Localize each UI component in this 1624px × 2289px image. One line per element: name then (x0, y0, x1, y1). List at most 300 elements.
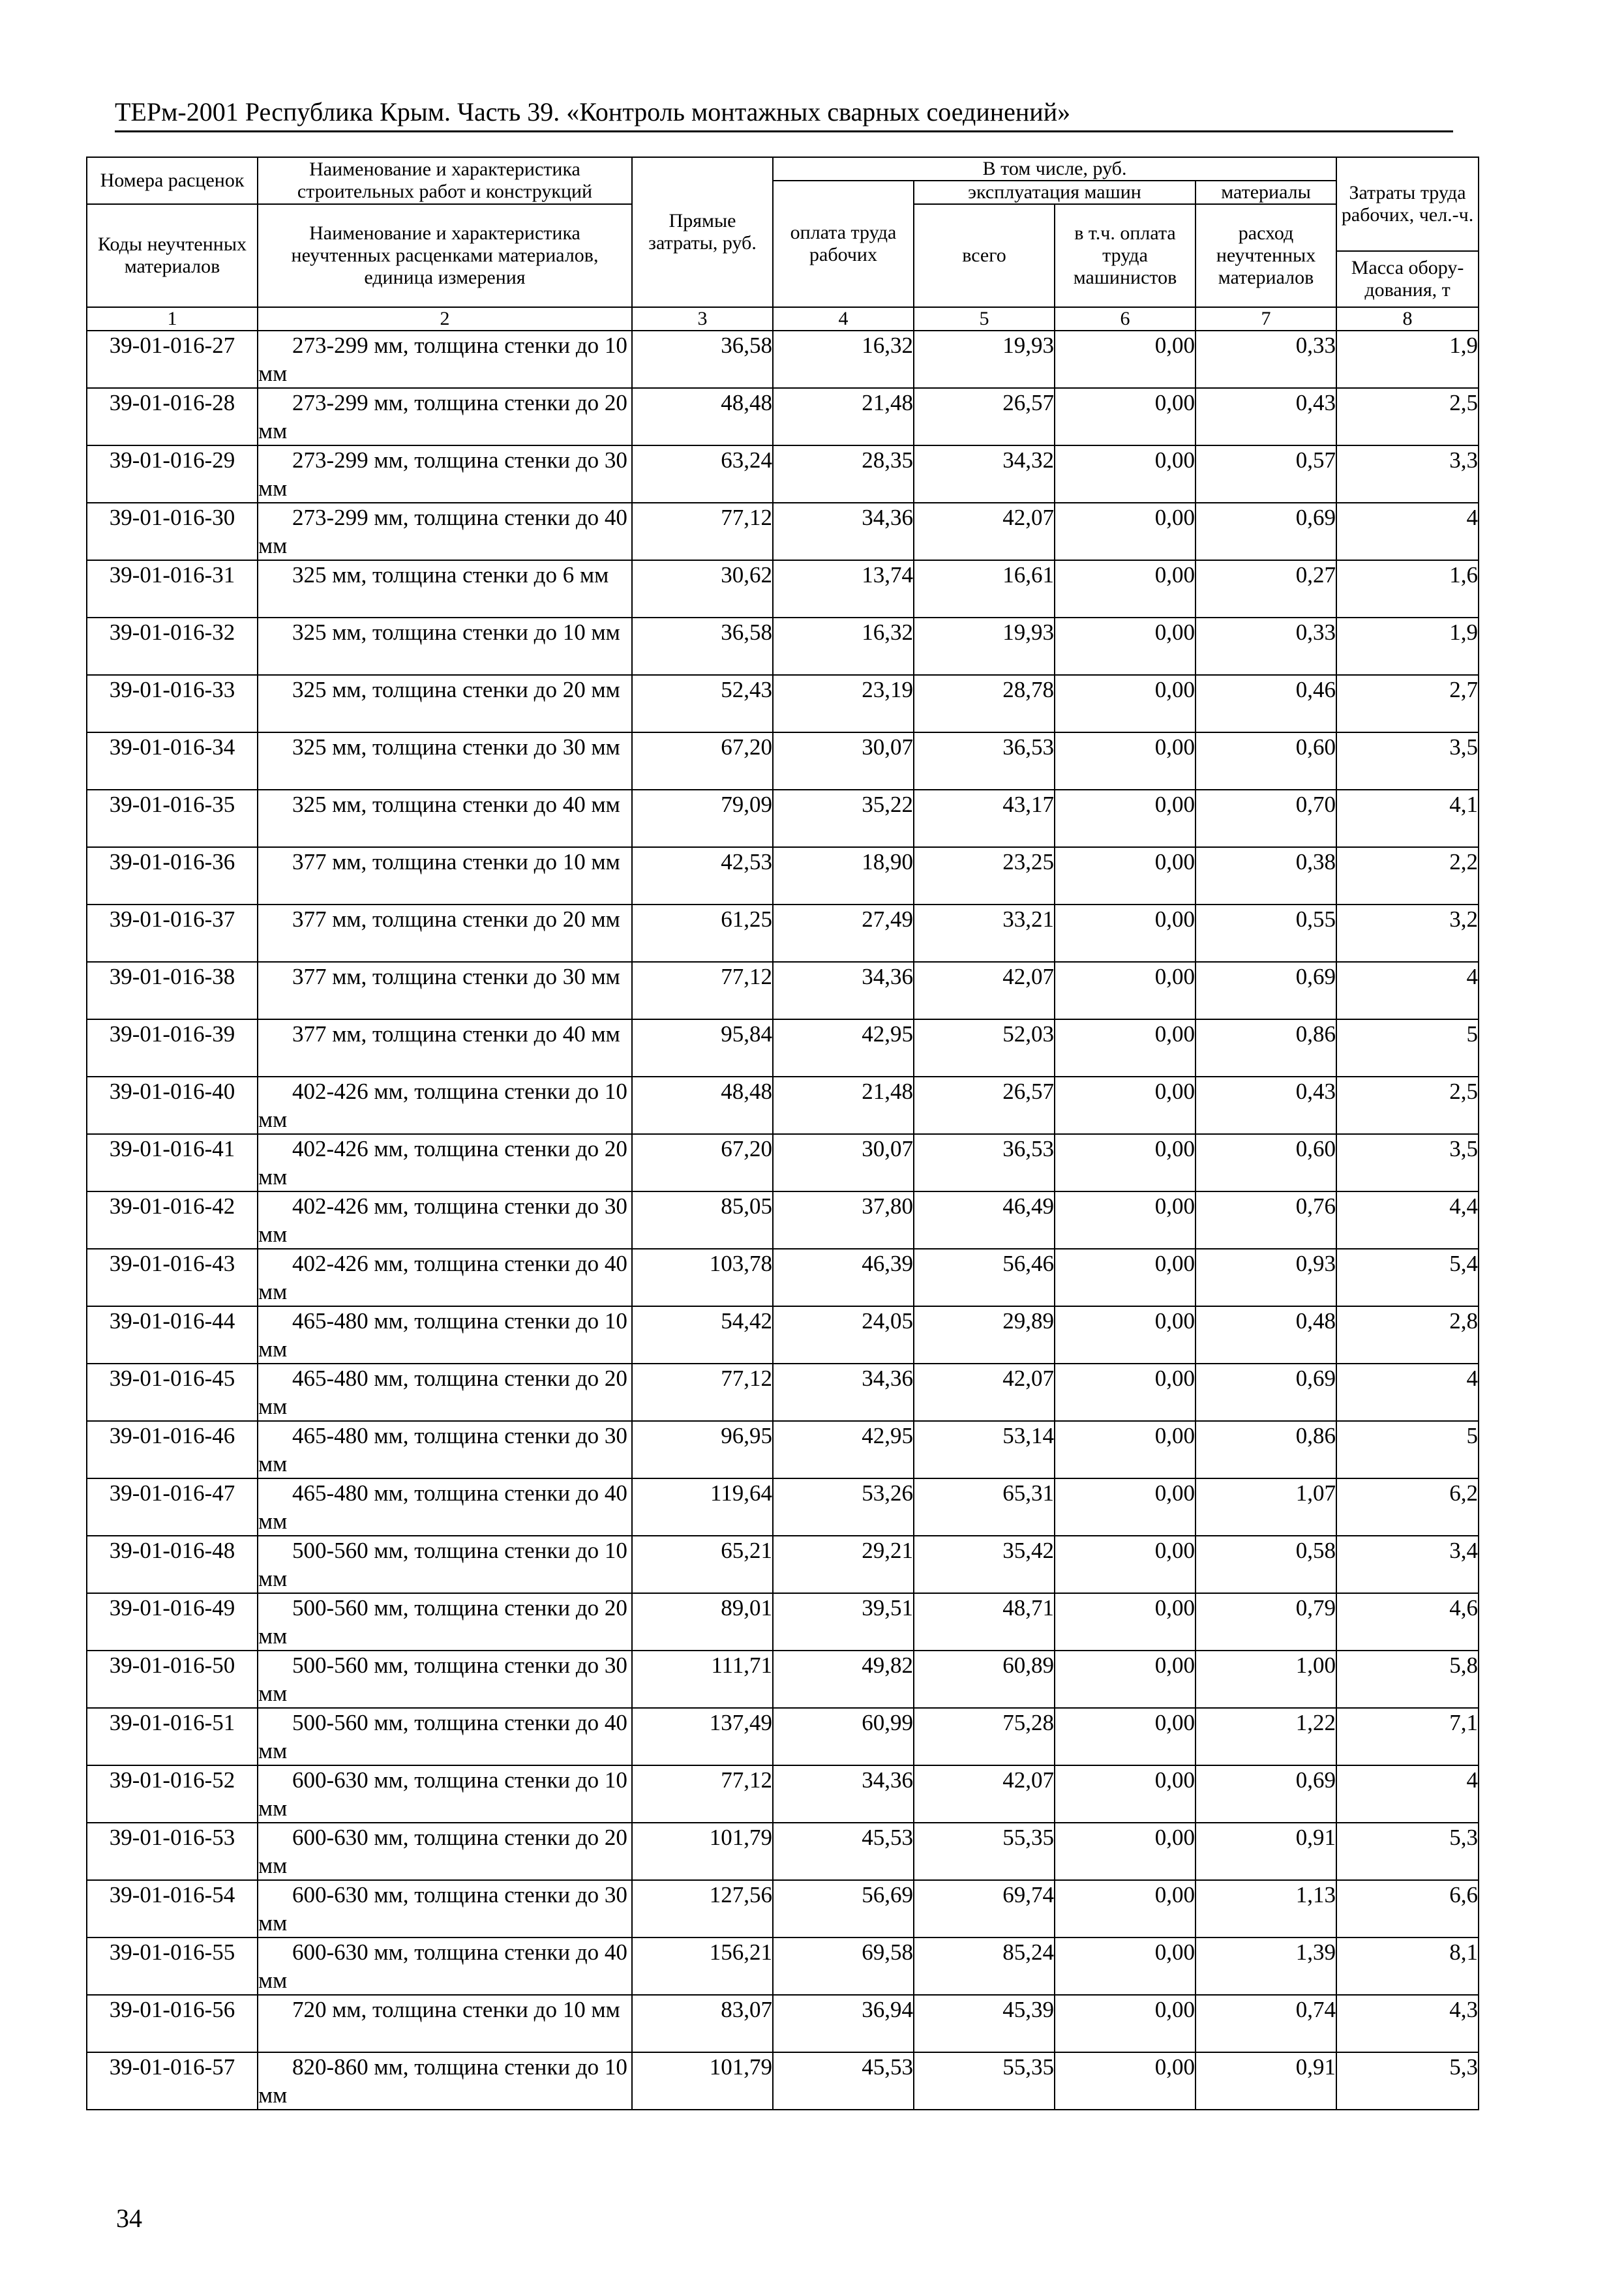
rate-code: 39-01-016-38 (109, 964, 235, 989)
machines-total: 56,46 (1002, 1251, 1054, 1276)
work-description-cell (258, 1880, 632, 1937)
machinist-pay: 0,00 (1154, 1997, 1195, 2022)
machinist-pay: 0,00 (1154, 1193, 1195, 1219)
equipment-mass-cell (1336, 1249, 1479, 1306)
equipment-mass-cell (1336, 1019, 1479, 1077)
machines-total-cell (914, 331, 1055, 388)
machines-total: 26,57 (1002, 390, 1054, 415)
direct-costs: 30,62 (721, 562, 772, 588)
direct-costs: 119,64 (710, 1480, 772, 1506)
rate-code: 39-01-016-34 (109, 734, 235, 760)
labor-costs: 0,79 (1295, 1595, 1336, 1621)
machinist-pay: 0,00 (1154, 792, 1195, 817)
rate-code: 39-01-016-32 (109, 620, 235, 645)
labor-costs-cell (1195, 618, 1336, 675)
machines-total-cell (914, 618, 1055, 675)
equipment-mass: 4 (1466, 1366, 1479, 1391)
work-description: 273-299 мм, толщина стенки до 10 мм (258, 333, 627, 386)
machinist-pay-cell (1055, 445, 1195, 503)
table-row (87, 618, 1479, 675)
machinist-pay: 0,00 (1154, 333, 1195, 358)
machines-total: 28,78 (1002, 677, 1054, 702)
table-row (87, 1134, 1479, 1191)
labor-costs: 0,91 (1295, 2054, 1336, 2080)
worker-pay: 69,58 (862, 1939, 913, 1965)
equipment-mass-cell (1336, 1077, 1479, 1134)
table-row (87, 1880, 1479, 1937)
worker-pay: 16,32 (862, 620, 913, 645)
work-description: 402-426 мм, толщина стенки до 40 мм (258, 1251, 627, 1304)
direct-costs-cell (632, 962, 773, 1019)
labor-costs: 0,58 (1295, 1538, 1336, 1563)
worker-pay-cell (773, 1077, 914, 1134)
rate-code-cell (87, 1880, 258, 1937)
equipment-mass-cell (1336, 1823, 1479, 1880)
direct-costs: 89,01 (721, 1595, 772, 1621)
table-header (87, 157, 1479, 331)
rate-code-cell (87, 503, 258, 560)
direct-costs: 52,43 (721, 677, 772, 702)
rate-code-cell (87, 1478, 258, 1536)
machines-total: 16,61 (1002, 562, 1054, 588)
labor-costs-cell (1195, 1077, 1336, 1134)
direct-costs-cell (632, 1651, 773, 1708)
work-description: 402-426 мм, толщина стенки до 10 мм (258, 1079, 627, 1132)
work-description-cell (258, 1134, 632, 1191)
equipment-mass-cell (1336, 2052, 1479, 2110)
machines-total: 26,57 (1002, 1079, 1054, 1104)
direct-costs: 36,58 (721, 333, 772, 358)
column-number: 8 (1336, 307, 1479, 331)
table-row (87, 445, 1479, 503)
machinist-pay-cell (1055, 1478, 1195, 1536)
rate-code-cell (87, 2052, 258, 2110)
direct-costs-cell (632, 1249, 773, 1306)
work-description: 500-560 мм, толщина стенки до 10 мм (258, 1538, 627, 1591)
labor-costs-cell (1195, 1593, 1336, 1651)
machinist-pay-cell (1055, 1995, 1195, 2052)
machines-total: 53,14 (1002, 1423, 1054, 1448)
rate-code: 39-01-016-30 (109, 505, 235, 530)
worker-pay-cell (773, 560, 914, 618)
work-description-cell (258, 445, 632, 503)
equipment-mass-cell (1336, 503, 1479, 560)
machinist-pay-cell (1055, 1306, 1195, 1364)
worker-pay: 45,53 (862, 1825, 913, 1850)
worker-pay-cell (773, 1249, 914, 1306)
rate-code: 39-01-016-52 (109, 1767, 235, 1793)
direct-costs: 67,20 (721, 1136, 772, 1161)
machines-total-cell (914, 1823, 1055, 1880)
work-description-cell (258, 1421, 632, 1478)
work-description: 465-480 мм, толщина стенки до 10 мм (258, 1308, 627, 1362)
worker-pay: 23,19 (862, 677, 913, 702)
rate-code: 39-01-016-45 (109, 1366, 235, 1391)
labor-costs: 1,22 (1295, 1710, 1336, 1735)
machines-total-cell (914, 1478, 1055, 1536)
rate-code-cell (87, 905, 258, 962)
machinist-pay: 0,00 (1154, 2054, 1195, 2080)
direct-costs-cell (632, 2052, 773, 2110)
equipment-mass-cell (1336, 618, 1479, 675)
work-description: 325 мм, толщина стенки до 30 мм (292, 734, 620, 760)
rate-code: 39-01-016-28 (109, 390, 235, 415)
machines-total-cell (914, 1995, 1055, 2052)
labor-costs: 0,91 (1295, 1825, 1336, 1850)
machinist-pay-cell (1055, 1536, 1195, 1593)
labor-costs: 1,07 (1295, 1480, 1336, 1506)
machines-total: 52,03 (1002, 1021, 1054, 1047)
worker-pay: 39,51 (862, 1595, 913, 1621)
machines-total: 69,74 (1002, 1882, 1054, 1908)
machinist-pay: 0,00 (1154, 1825, 1195, 1850)
direct-costs: 127,56 (709, 1882, 772, 1908)
machines-total: 43,17 (1002, 792, 1054, 817)
direct-costs: 61,25 (721, 906, 772, 932)
equipment-mass: 4 (1466, 964, 1479, 989)
table-row (87, 675, 1479, 732)
equipment-mass-cell (1336, 388, 1479, 445)
machines-total: 85,24 (1002, 1939, 1054, 1965)
machinist-pay-cell (1055, 1708, 1195, 1765)
machines-total-cell (914, 1708, 1055, 1765)
direct-costs-cell (632, 560, 773, 618)
worker-pay-cell (773, 1708, 914, 1765)
column-number: 1 (87, 307, 258, 331)
direct-costs-cell (632, 1880, 773, 1937)
direct-costs: 42,53 (721, 849, 772, 875)
machines-total-cell (914, 1249, 1055, 1306)
work-description-cell (258, 1478, 632, 1536)
worker-pay-cell (773, 1421, 914, 1478)
worker-pay-cell (773, 1765, 914, 1823)
machines-total-cell (914, 1191, 1055, 1249)
rate-code: 39-01-016-40 (109, 1079, 235, 1104)
table-row (87, 2052, 1479, 2110)
labor-costs-cell (1195, 1306, 1336, 1364)
rates-table (86, 157, 1479, 2110)
worker-pay: 53,26 (862, 1480, 913, 1506)
rate-code: 39-01-016-37 (109, 906, 235, 932)
machinist-pay: 0,00 (1154, 1538, 1195, 1563)
equipment-mass: 6,2 (1449, 1480, 1479, 1506)
labor-costs-cell (1195, 1708, 1336, 1765)
direct-costs: 156,21 (709, 1939, 772, 1965)
labor-costs-cell (1195, 1019, 1336, 1077)
machinist-pay-cell (1055, 1134, 1195, 1191)
work-description-cell (258, 2052, 632, 2110)
machinist-pay: 0,00 (1154, 1423, 1195, 1448)
labor-costs-cell (1195, 1421, 1336, 1478)
equipment-mass-cell (1336, 1651, 1479, 1708)
header-equipment-mass: Масса обору-дования, т (1336, 251, 1479, 307)
page-number: 34 (116, 2204, 142, 2233)
labor-costs: 0,46 (1295, 677, 1336, 702)
rate-code-cell (87, 1306, 258, 1364)
equipment-mass: 5 (1466, 1423, 1479, 1448)
table-row (87, 1651, 1479, 1708)
worker-pay-cell (773, 1019, 914, 1077)
equipment-mass: 1,6 (1449, 562, 1479, 588)
direct-costs: 77,12 (721, 1767, 772, 1793)
direct-costs: 79,09 (721, 792, 772, 817)
machines-total: 19,93 (1002, 333, 1054, 358)
machinist-pay: 0,00 (1154, 1136, 1195, 1161)
equipment-mass: 2,5 (1449, 1079, 1479, 1104)
equipment-mass-cell (1336, 560, 1479, 618)
worker-pay: 34,36 (862, 505, 913, 530)
machinist-pay: 0,00 (1154, 1079, 1195, 1104)
labor-costs: 0,43 (1295, 1079, 1336, 1104)
work-description: 600-630 мм, толщина стенки до 10 мм (258, 1767, 627, 1821)
work-description-cell (258, 1191, 632, 1249)
rate-code: 39-01-016-57 (109, 2054, 235, 2080)
machines-total-cell (914, 388, 1055, 445)
labor-costs-cell (1195, 388, 1336, 445)
labor-costs-cell (1195, 1651, 1336, 1708)
rate-code: 39-01-016-44 (109, 1308, 235, 1334)
labor-costs: 0,74 (1295, 1997, 1336, 2022)
machinist-pay: 0,00 (1154, 1595, 1195, 1621)
machinist-pay: 0,00 (1154, 1653, 1195, 1678)
machines-total: 36,53 (1002, 734, 1054, 760)
rate-code-cell (87, 962, 258, 1019)
direct-costs-cell (632, 1421, 773, 1478)
worker-pay: 28,35 (862, 447, 913, 473)
direct-costs: 67,20 (721, 734, 772, 760)
labor-costs-cell (1195, 1134, 1336, 1191)
direct-costs-cell (632, 1765, 773, 1823)
direct-costs: 77,12 (721, 505, 772, 530)
worker-pay-cell (773, 1306, 914, 1364)
direct-costs-cell (632, 618, 773, 675)
machinist-pay: 0,00 (1154, 964, 1195, 989)
worker-pay-cell (773, 388, 914, 445)
work-description: 465-480 мм, толщина стенки до 40 мм (258, 1480, 627, 1534)
rate-code: 39-01-016-42 (109, 1193, 235, 1219)
machines-total: 19,93 (1002, 620, 1054, 645)
machinist-pay: 0,00 (1154, 1939, 1195, 1965)
worker-pay-cell (773, 331, 914, 388)
machinist-pay-cell (1055, 1823, 1195, 1880)
machines-total-cell (914, 1937, 1055, 1995)
rate-code-cell (87, 560, 258, 618)
direct-costs-cell (632, 445, 773, 503)
machines-total-cell (914, 675, 1055, 732)
equipment-mass: 3,3 (1449, 447, 1479, 473)
direct-costs-cell (632, 503, 773, 560)
direct-costs: 96,95 (721, 1423, 772, 1448)
equipment-mass-cell (1336, 1134, 1479, 1191)
machines-total-cell (914, 790, 1055, 847)
header-labor-costs: Затраты труда рабочих, чел.-ч. (1336, 157, 1479, 251)
rate-code-cell (87, 675, 258, 732)
work-description-cell (258, 1306, 632, 1364)
worker-pay: 27,49 (862, 906, 913, 932)
worker-pay: 42,95 (862, 1021, 913, 1047)
labor-costs-cell (1195, 331, 1336, 388)
labor-costs-cell (1195, 1249, 1336, 1306)
labor-costs: 0,69 (1295, 1767, 1336, 1793)
worker-pay: 30,07 (862, 734, 913, 760)
table-row (87, 1708, 1479, 1765)
page-header: ТЕРм-2001 Республика Крым. Часть 39. «Контроль монтажных сварных соединений» (115, 95, 1453, 132)
worker-pay-cell (773, 445, 914, 503)
work-description: 820-860 мм, толщина стенки до 10 мм (258, 2054, 627, 2108)
worker-pay-cell (773, 1995, 914, 2052)
machines-total: 29,89 (1002, 1308, 1054, 1334)
rate-code: 39-01-016-31 (109, 562, 235, 588)
equipment-mass-cell (1336, 790, 1479, 847)
work-description-cell (258, 1536, 632, 1593)
machines-total: 65,31 (1002, 1480, 1054, 1506)
machinist-pay: 0,00 (1154, 505, 1195, 530)
machinist-pay-cell (1055, 331, 1195, 388)
table-row (87, 1765, 1479, 1823)
work-description-cell (258, 847, 632, 905)
direct-costs-cell (632, 1364, 773, 1421)
labor-costs-cell (1195, 1765, 1336, 1823)
machines-total: 42,07 (1002, 505, 1054, 530)
labor-costs: 0,33 (1295, 620, 1336, 645)
machinist-pay-cell (1055, 847, 1195, 905)
rate-code: 39-01-016-54 (109, 1882, 235, 1908)
machines-total-cell (914, 732, 1055, 790)
work-description-cell (258, 1593, 632, 1651)
work-description: 273-299 мм, толщина стенки до 20 мм (258, 390, 627, 443)
table-row (87, 331, 1479, 388)
equipment-mass-cell (1336, 1421, 1479, 1478)
work-description-cell (258, 1651, 632, 1708)
machinist-pay: 0,00 (1154, 849, 1195, 875)
labor-costs-cell (1195, 1880, 1336, 1937)
worker-pay: 49,82 (862, 1653, 913, 1678)
machines-total-cell (914, 445, 1055, 503)
direct-costs-cell (632, 1191, 773, 1249)
machinist-pay: 0,00 (1154, 677, 1195, 702)
labor-costs-cell (1195, 962, 1336, 1019)
rate-code-cell (87, 732, 258, 790)
direct-costs-cell (632, 1077, 773, 1134)
equipment-mass: 1,9 (1449, 333, 1479, 358)
labor-costs-cell (1195, 732, 1336, 790)
table-row (87, 1019, 1479, 1077)
work-description: 465-480 мм, толщина стенки до 30 мм (258, 1423, 627, 1476)
machinist-pay: 0,00 (1154, 620, 1195, 645)
equipment-mass: 5,3 (1449, 2054, 1479, 2080)
machinist-pay-cell (1055, 1019, 1195, 1077)
rate-code: 39-01-016-27 (109, 333, 235, 358)
equipment-mass: 3,5 (1449, 734, 1479, 760)
work-description: 377 мм, толщина стенки до 30 мм (292, 964, 620, 989)
machinist-pay-cell (1055, 905, 1195, 962)
machines-total-cell (914, 1765, 1055, 1823)
equipment-mass-cell (1336, 847, 1479, 905)
machines-total-cell (914, 1306, 1055, 1364)
worker-pay: 56,69 (862, 1882, 913, 1908)
labor-costs: 0,69 (1295, 505, 1336, 530)
worker-pay-cell (773, 1593, 914, 1651)
worker-pay: 29,21 (862, 1538, 913, 1563)
rate-code-cell (87, 1823, 258, 1880)
direct-costs: 65,21 (721, 1538, 772, 1563)
direct-costs: 77,12 (721, 1366, 772, 1391)
equipment-mass: 5 (1466, 1021, 1479, 1047)
worker-pay-cell (773, 1651, 914, 1708)
table-row (87, 503, 1479, 560)
machines-total: 34,32 (1002, 447, 1054, 473)
direct-costs: 85,05 (721, 1193, 772, 1219)
machinist-pay: 0,00 (1154, 447, 1195, 473)
rate-code-cell (87, 1249, 258, 1306)
machines-total-cell (914, 2052, 1055, 2110)
worker-pay: 35,22 (862, 792, 913, 817)
header-total: всего (914, 204, 1055, 307)
machines-total: 60,89 (1002, 1653, 1054, 1678)
direct-costs-cell (632, 1478, 773, 1536)
direct-costs-cell (632, 1823, 773, 1880)
rate-code-cell (87, 1593, 258, 1651)
direct-costs-cell (632, 1019, 773, 1077)
equipment-mass-cell (1336, 445, 1479, 503)
labor-costs: 0,70 (1295, 792, 1336, 817)
machines-total: 55,35 (1002, 2054, 1054, 2080)
machinist-pay-cell (1055, 1421, 1195, 1478)
machines-total: 42,07 (1002, 964, 1054, 989)
worker-pay: 37,80 (862, 1193, 913, 1219)
table-row (87, 1536, 1479, 1593)
machines-total-cell (914, 1421, 1055, 1478)
equipment-mass-cell (1336, 1593, 1479, 1651)
work-description: 273-299 мм, толщина стенки до 30 мм (258, 447, 627, 501)
work-description-cell (258, 388, 632, 445)
work-description: 500-560 мм, толщина стенки до 40 мм (258, 1710, 627, 1763)
direct-costs: 83,07 (721, 1997, 772, 2022)
labor-costs: 1,00 (1295, 1653, 1336, 1678)
work-description: 600-630 мм, толщина стенки до 20 мм (258, 1825, 627, 1878)
column-number: 6 (1055, 307, 1195, 331)
rate-code-cell (87, 1077, 258, 1134)
worker-pay-cell (773, 1191, 914, 1249)
work-description: 600-630 мм, толщина стенки до 40 мм (258, 1939, 627, 1993)
equipment-mass: 2,2 (1449, 849, 1479, 875)
table-row (87, 388, 1479, 445)
machines-total-cell (914, 1364, 1055, 1421)
machines-total-cell (914, 962, 1055, 1019)
equipment-mass: 3,4 (1449, 1538, 1479, 1563)
worker-pay: 16,32 (862, 333, 913, 358)
machines-total-cell (914, 1651, 1055, 1708)
worker-pay-cell (773, 1880, 914, 1937)
direct-costs: 48,48 (721, 390, 772, 415)
labor-costs-cell (1195, 1364, 1336, 1421)
equipment-mass-cell (1336, 1880, 1479, 1937)
labor-costs: 0,55 (1295, 906, 1336, 932)
rate-code: 39-01-016-53 (109, 1825, 235, 1850)
labor-costs-cell (1195, 1995, 1336, 2052)
labor-costs: 0,48 (1295, 1308, 1336, 1334)
work-description-cell (258, 560, 632, 618)
rate-code: 39-01-016-47 (109, 1480, 235, 1506)
work-description: 325 мм, толщина стенки до 20 мм (292, 677, 620, 702)
rate-code-cell (87, 1765, 258, 1823)
equipment-mass: 3,2 (1449, 906, 1479, 932)
equipment-mass: 4,1 (1449, 792, 1479, 817)
work-description-cell (258, 1364, 632, 1421)
equipment-mass-cell (1336, 905, 1479, 962)
work-description-cell (258, 732, 632, 790)
machines-total-cell (914, 1077, 1055, 1134)
